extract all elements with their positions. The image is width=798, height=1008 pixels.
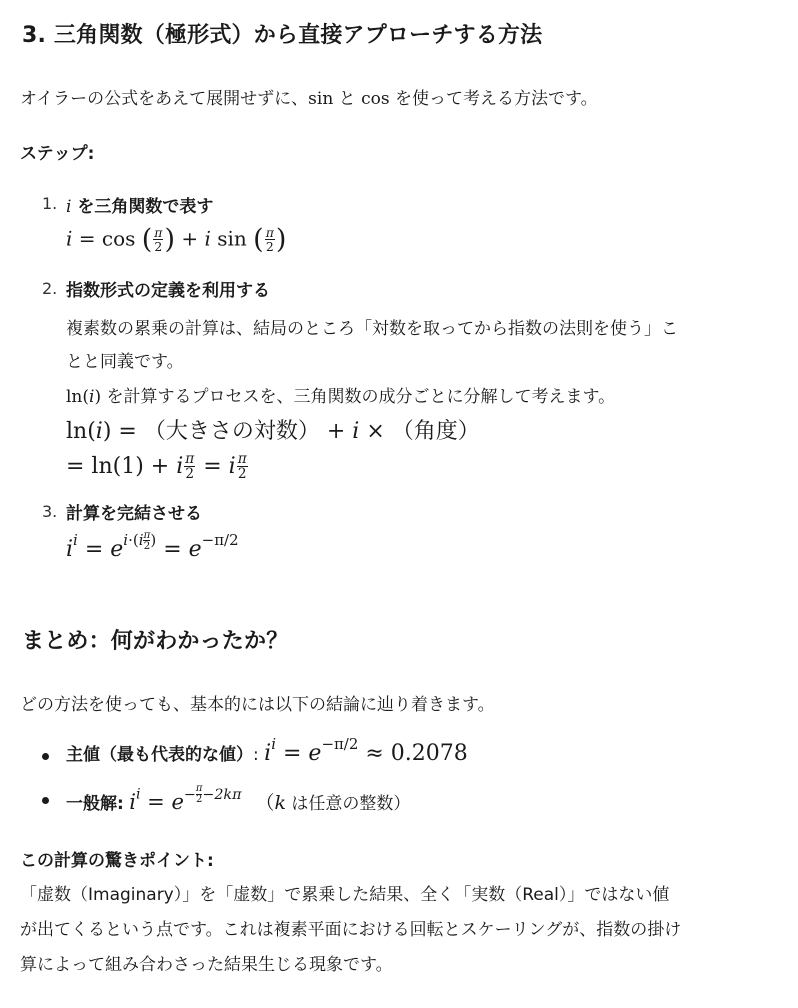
step2-ln-close: ) bbox=[94, 387, 102, 407]
pi-over-2-fraction bbox=[237, 452, 248, 482]
frac-num: π bbox=[237, 451, 247, 467]
frac-den: 2 bbox=[237, 466, 247, 483]
frac-num: π bbox=[143, 529, 151, 541]
b2-exp: i bbox=[135, 786, 141, 803]
step2-number: 2. bbox=[42, 279, 58, 298]
step1-eq-cos: = cos bbox=[72, 226, 142, 251]
pi-over-2-fraction bbox=[265, 226, 275, 253]
eq2-b: = bbox=[196, 453, 229, 479]
bullet1-label: 主値（最も代表的な値） bbox=[66, 745, 253, 765]
section-heading: 3. 三角関数（極形式）から直接アプローチする方法 bbox=[22, 23, 543, 48]
eq2-a: = ln(1) + bbox=[66, 453, 177, 479]
intro-cos: cos bbox=[361, 89, 390, 109]
intro-sin: sin bbox=[308, 89, 334, 109]
step2-title: 指数形式の定義を利用する bbox=[66, 281, 270, 301]
point-label: この計算の驚きポイント: bbox=[20, 851, 214, 871]
eq3-e2: e bbox=[188, 537, 202, 563]
frac-den: 2 bbox=[185, 466, 195, 483]
point-line2: が出てくるという点です。これは複素平面における回転とスケーリングが、指数の掛け bbox=[20, 920, 682, 940]
eq2-i2: i bbox=[228, 453, 236, 479]
paren-open: ( bbox=[253, 224, 264, 255]
bullet1-colon: : bbox=[253, 745, 265, 765]
b1-eq: = bbox=[275, 741, 309, 766]
paren-open: ( bbox=[141, 224, 153, 255]
step2-ln-i: i bbox=[89, 387, 95, 407]
eq1-rest: ) = （大きさの対数） + bbox=[102, 419, 353, 444]
step2-text-rest: を計算するプロセスを、三角関数の成分ごとに分解して考えます。 bbox=[101, 387, 616, 407]
frac-num: π bbox=[195, 783, 203, 794]
frac-den: 2 bbox=[154, 239, 163, 255]
frac-num: π bbox=[265, 225, 274, 241]
eq3-eq2: = bbox=[156, 537, 189, 563]
summary-heading: まとめ：何がわかったか？ bbox=[22, 629, 289, 654]
eq3-exp2-dot: ·( bbox=[128, 530, 139, 549]
b2-note-open: （ bbox=[255, 792, 275, 815]
step1-eq-sin: sin bbox=[210, 226, 254, 251]
step2-equation1 bbox=[66, 414, 480, 445]
intro-text-before: オイラーの公式をあえて展開せずに、 bbox=[20, 89, 309, 109]
b2-note-k: k bbox=[274, 792, 286, 815]
intro-and: と bbox=[333, 89, 362, 109]
eq1-i: i bbox=[95, 419, 103, 444]
eq2-i: i bbox=[176, 453, 184, 479]
b1-exp: i bbox=[271, 734, 276, 753]
eq1-i2: i bbox=[352, 419, 360, 444]
frac-den: 2 bbox=[265, 239, 274, 255]
point-line1: 「虚数（Imaginary）」を「虚数」で累乗した結果、全く「実数（Real）」ではない値 bbox=[20, 885, 670, 905]
step2-text-line3 bbox=[66, 382, 615, 407]
bullet1 bbox=[66, 734, 468, 766]
eq3-exp2-close: ) bbox=[150, 530, 157, 549]
eq3-base: i bbox=[66, 537, 74, 563]
eq1-ln: ln( bbox=[66, 419, 96, 444]
frac-num: π bbox=[185, 451, 195, 467]
bullet-dot bbox=[42, 753, 49, 760]
step2-text-line2: とと同義です。 bbox=[66, 352, 184, 372]
bullet2 bbox=[66, 784, 410, 815]
eq3-exp2 bbox=[123, 529, 157, 553]
step1-number: 1. bbox=[42, 194, 58, 213]
b2-exp-rest: −2kπ bbox=[202, 786, 242, 803]
step1-var: i bbox=[66, 197, 72, 217]
step2-text-line1: 複素数の累乗の計算は、結局のところ「対数を取ってから指数の法則を使う」こ bbox=[66, 319, 678, 339]
eq3-e: e bbox=[110, 537, 124, 563]
bullet2-label: 一般解: bbox=[66, 794, 124, 815]
eq3-exp3: −π/2 bbox=[201, 530, 239, 549]
paren-close: ) bbox=[164, 224, 175, 255]
pi-over-2-fraction bbox=[153, 226, 163, 253]
paren-close: ) bbox=[275, 224, 287, 255]
pi-over-2-fraction bbox=[184, 452, 195, 482]
step2-ln: ln( bbox=[66, 387, 90, 407]
eq3-exp2-i: i bbox=[123, 530, 129, 549]
b1-base: i bbox=[264, 741, 272, 766]
point-line3: 算によって組み合わさった結果生じる現象です。 bbox=[20, 955, 393, 975]
bullet-dot bbox=[42, 797, 49, 804]
eq1-times: × （角度） bbox=[359, 419, 480, 444]
b1-e: e bbox=[308, 741, 322, 766]
intro-text-after: を使って考える方法です。 bbox=[389, 89, 598, 109]
frac-num: π bbox=[154, 225, 163, 241]
steps-label: ステップ: bbox=[20, 144, 95, 164]
bullet1-equation bbox=[264, 734, 468, 766]
step1-title bbox=[66, 192, 213, 217]
b2-e-exp bbox=[183, 783, 242, 805]
step3-title: 計算を完結させる bbox=[66, 504, 202, 524]
eq3-exp2-i2: i bbox=[138, 530, 144, 549]
summary-intro: どの方法を使っても、基本的には以下の結論に辿り着きます。 bbox=[20, 695, 495, 715]
b2-minus: − bbox=[183, 786, 196, 803]
section-intro bbox=[20, 84, 598, 109]
b1-approx: ≈ 0.2078 bbox=[358, 741, 468, 766]
bullet2-equation bbox=[129, 783, 242, 815]
step3-equation bbox=[66, 530, 239, 562]
step1-eq-lhs: i bbox=[66, 226, 73, 251]
frac-den: 2 bbox=[195, 794, 203, 805]
b1-e-exp: −π/2 bbox=[321, 734, 359, 753]
b2-eq: = bbox=[140, 790, 172, 815]
step1-equation bbox=[66, 224, 286, 255]
step3-number: 3. bbox=[42, 502, 58, 521]
b2-e: e bbox=[171, 790, 184, 815]
b2-note-rest: は任意の整数） bbox=[286, 794, 411, 815]
step1-eq-plus: + bbox=[175, 226, 205, 251]
step1-title-text: を三角関数で表す bbox=[71, 197, 214, 217]
step2-equation2 bbox=[66, 452, 249, 482]
eq3-exp: i bbox=[73, 530, 78, 549]
frac-den: 2 bbox=[143, 540, 151, 553]
b2-base: i bbox=[129, 790, 136, 815]
eq3-eq: = bbox=[77, 537, 111, 563]
step1-eq-i: i bbox=[204, 226, 211, 251]
